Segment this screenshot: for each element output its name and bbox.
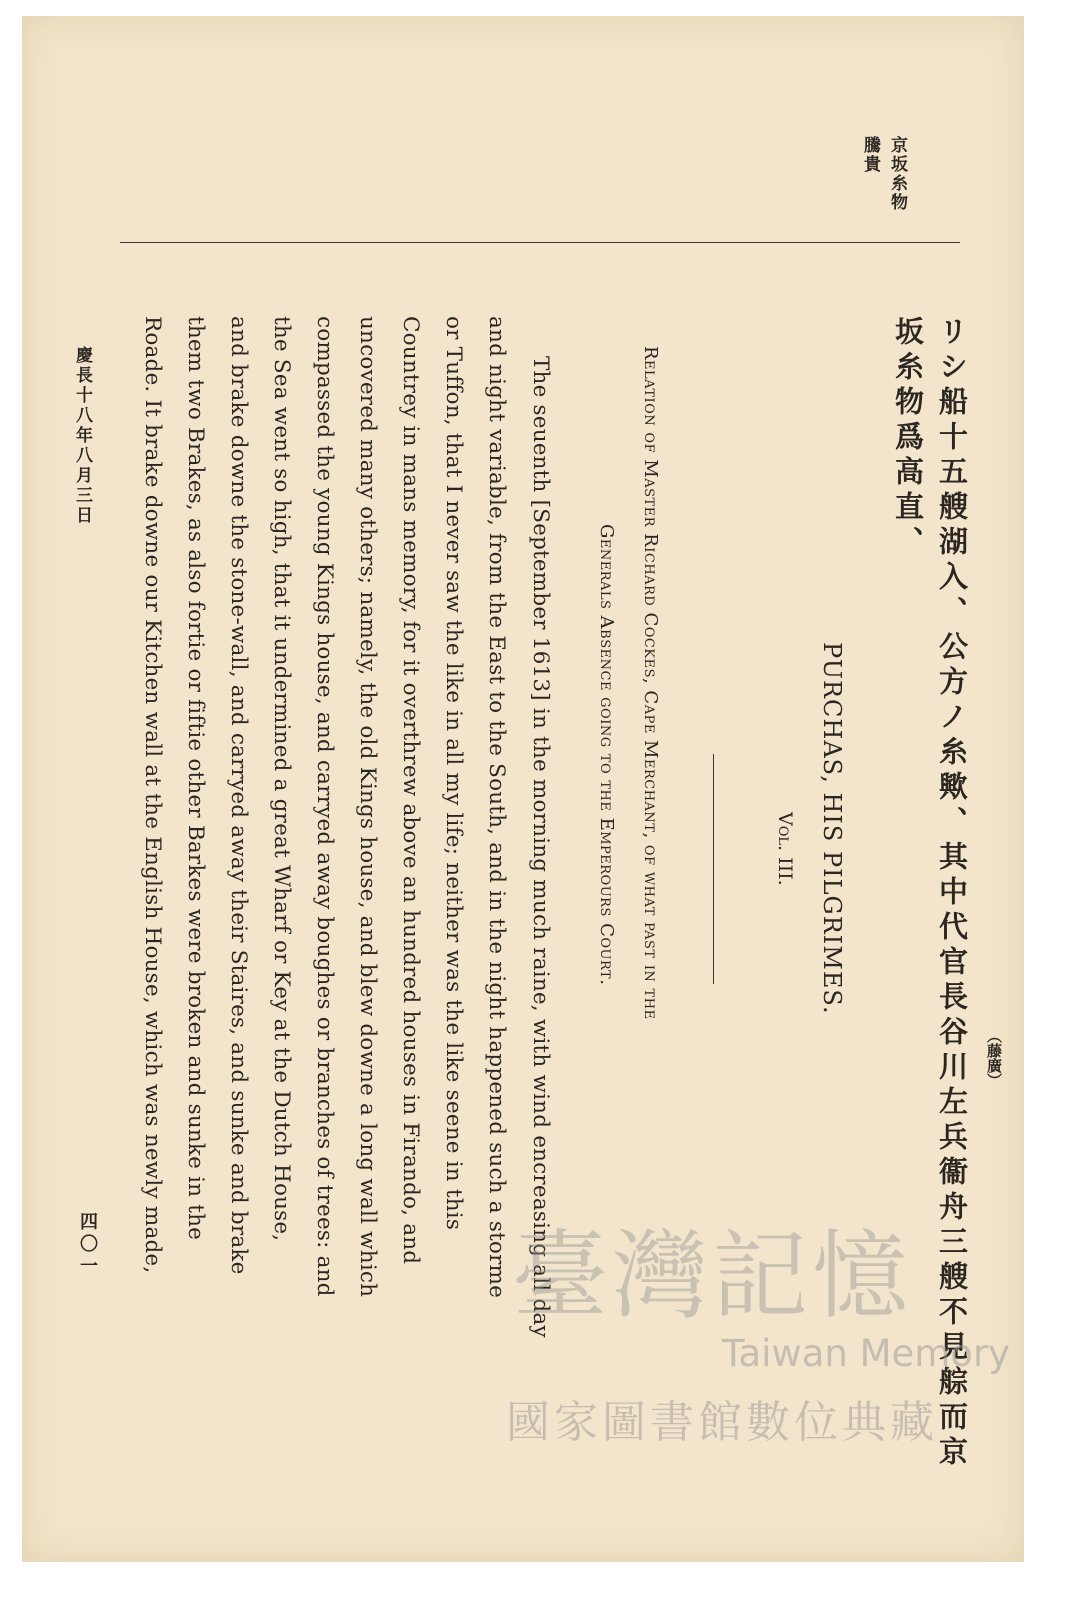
body-line-6: compassed the young Kings house, and carryed away boughes or branches of trees: and (312, 316, 337, 1297)
body-line-10: Roade. It brake downe our Kitchen wall at the English House, which was newly made, (140, 316, 165, 1274)
marginal-header (858, 136, 910, 236)
title-divider (713, 754, 714, 984)
body-line-8: and brake downe the stone-wall, and carryed away their Staires, and sunke and brake (226, 316, 251, 1275)
marginal-header-line-1: 京坂糸物 (887, 136, 907, 212)
watermark-logo-text: 臺灣記憶 (512, 1220, 912, 1332)
volume-label: Vol. III. (774, 812, 796, 886)
date-marginal: 慶長十八年八月三日 (72, 346, 92, 526)
body-line-7: the Sea went so high, that it undermined a great Wharf or Key at the Dutch House, (269, 316, 294, 1242)
body-line-3: or Tuffon, that I never saw the like in all my life; neither was the like seene in this (441, 316, 466, 1231)
document-page (22, 16, 1024, 1562)
body-line-1: The seuenth [September 1613] in the morning much raine, with wind encreasing all day (528, 356, 553, 1338)
body-line-4: Countrey in mans memory, for it overthrew above an hundred houses in Firando, and (398, 316, 423, 1265)
body-line-5: uncovered many others; namely, the old Kings house, and blew downe a long wall which (355, 316, 380, 1298)
header-rule (120, 242, 960, 243)
japanese-line-1: リシ船十五艘湖入、公方ノ糸歟、其中代官長谷川左兵衞舟三艘不見䑸而京 (935, 316, 969, 1471)
body-line-2: and night variable, from the East to the South, and in the night happened such a storme (484, 316, 509, 1299)
body-line-9: them two Brakes, as also fortie or fiftie other Barkes were broken and sunke in the (183, 316, 208, 1241)
watermark-organization: 國家圖書館數位典藏 (506, 1397, 938, 1448)
watermark-subtitle: Taiwan Memory (722, 1332, 1011, 1375)
book-title: PURCHAS, HIS PILGRIMES. (818, 642, 846, 1015)
name-annotation: （藤廣） (985, 1028, 1003, 1088)
page-number: 四〇一 (77, 1212, 98, 1278)
relation-heading-line-2: Generals Absence going to the Emperours Court. (596, 524, 617, 986)
relation-heading-line-1: Relation of Master Richard Cockes, Cape Merchant, of what past in the (640, 346, 661, 1020)
marginal-header-line-2: 騰貴 (860, 136, 880, 174)
japanese-line-2: 坂糸物爲高直、 (891, 316, 925, 561)
